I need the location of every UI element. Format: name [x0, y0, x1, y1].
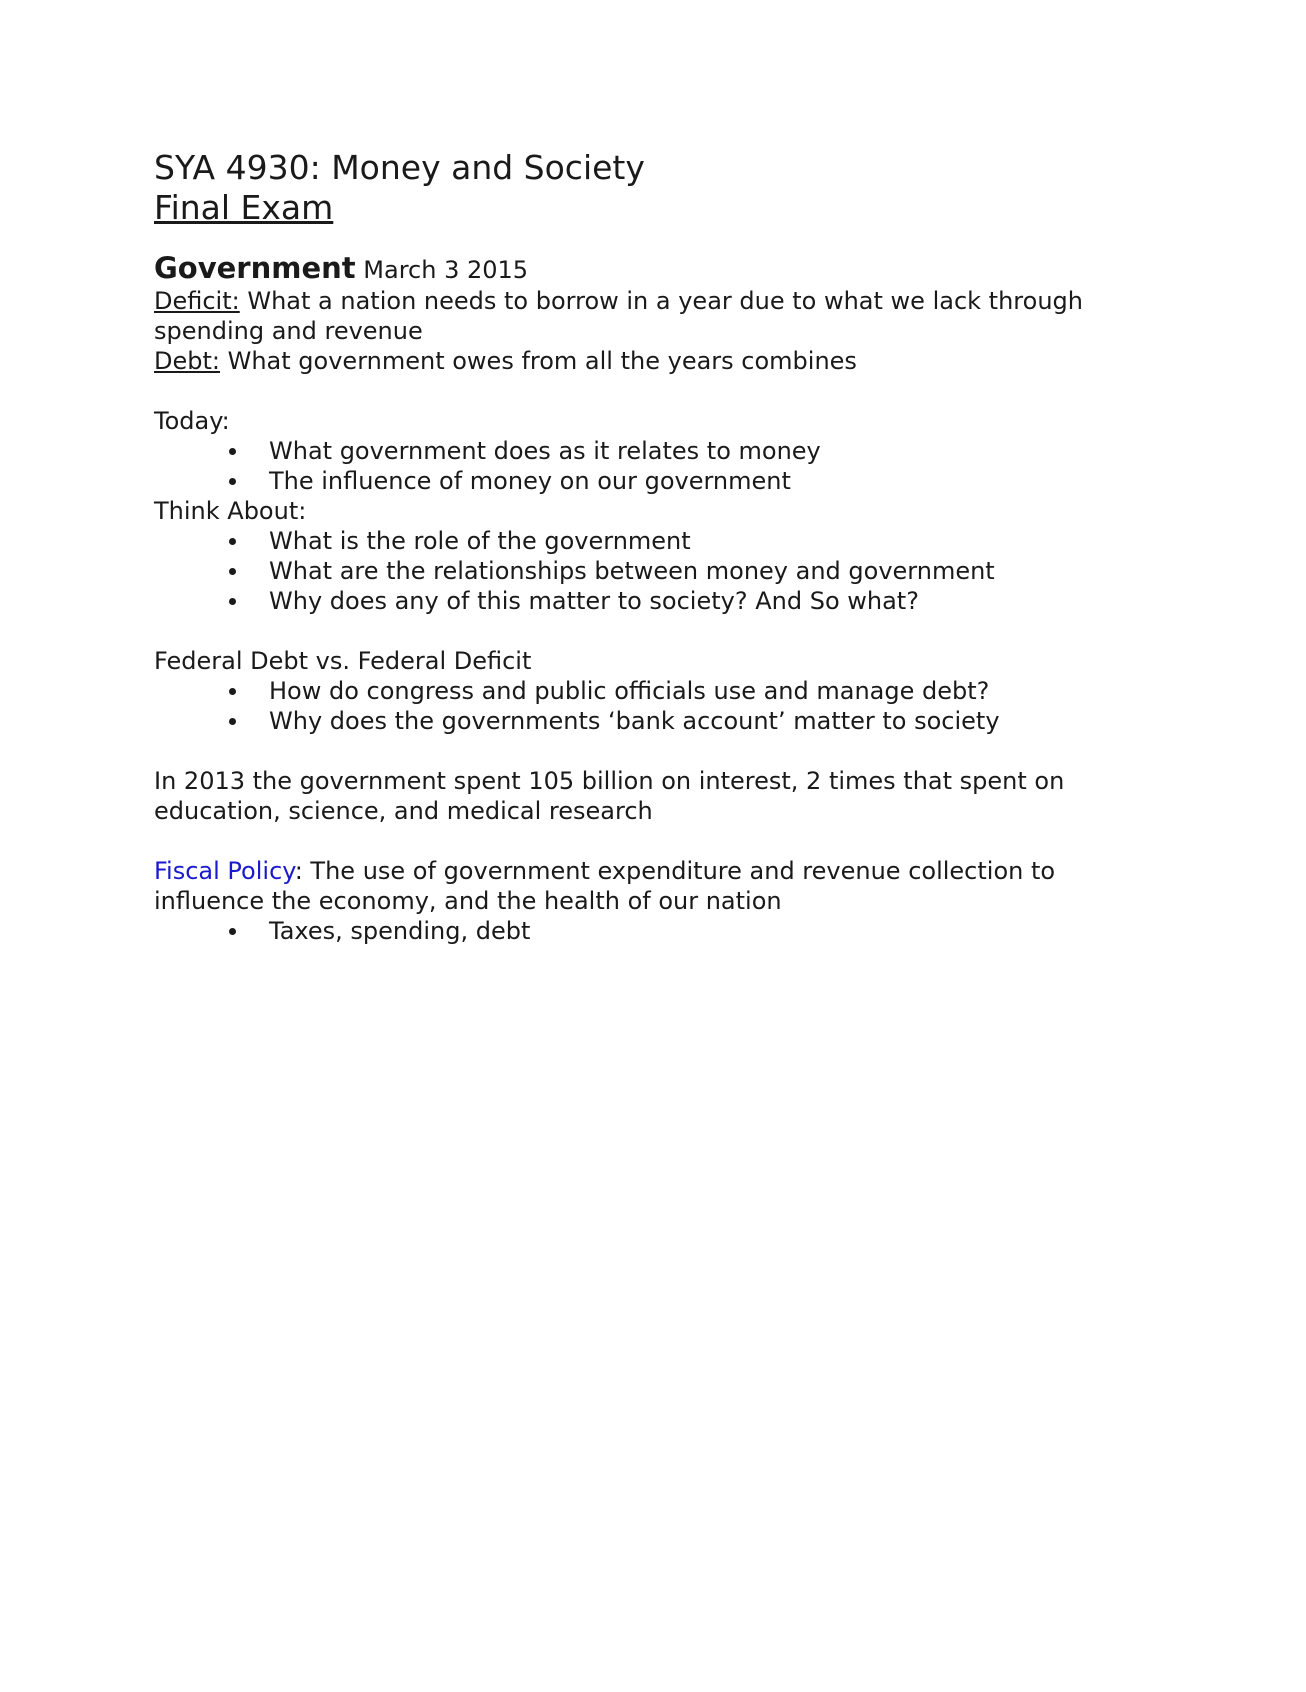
bullet-icon — [229, 538, 236, 545]
debt-definition — [154, 346, 1164, 376]
fiscal-policy-text: : The use of government expenditure and revenue collection to influence the economy, and the health of our nation — [154, 857, 1056, 915]
spacer — [154, 736, 1164, 766]
interest-paragraph: In 2013 the government spent 105 billion on interest, 2 times that spent on education, science, and medical research — [154, 767, 1065, 825]
list-item-text: The influence of money on our government — [269, 467, 791, 495]
list-item-text: What is the role of the government — [269, 527, 691, 555]
list-item — [229, 526, 1164, 556]
bullet-icon — [229, 928, 236, 935]
debt-term: Debt: — [154, 347, 220, 375]
deficit-definition — [154, 286, 1164, 346]
exam-title: Final Exam — [154, 188, 334, 227]
list-item-text: Why does any of this matter to society? And So what? — [269, 587, 919, 615]
deficit-term: Deficit: — [154, 287, 240, 315]
list-item — [229, 466, 1164, 496]
bullet-icon — [229, 718, 236, 725]
course-title: SYA 4930: Money and Society — [154, 148, 645, 187]
section-heading — [154, 252, 1164, 286]
bullet-icon — [229, 598, 236, 605]
federal-heading: Federal Debt vs. Federal Deficit — [154, 647, 532, 675]
fiscal-policy-list — [154, 916, 1164, 946]
list-item-text: Why does the governments ‘bank account’ matter to society — [269, 707, 1000, 735]
federal-list — [154, 676, 1164, 736]
think-about-heading: Think About: — [154, 497, 307, 525]
fiscal-policy-definition — [154, 856, 1164, 916]
list-item-text: What are the relationships between money and government — [269, 557, 995, 585]
list-item-text: What government does as it relates to money — [269, 437, 821, 465]
spacer — [154, 616, 1164, 646]
today-list — [154, 436, 1164, 496]
list-item-text: Taxes, spending, debt — [269, 917, 531, 945]
deficit-text: What a nation needs to borrow in a year due to what we lack through spending and revenue — [154, 287, 1083, 345]
bullet-icon — [229, 688, 236, 695]
list-item — [229, 436, 1164, 466]
list-item — [229, 916, 1164, 946]
spacer — [154, 826, 1164, 856]
list-item — [229, 586, 1164, 616]
debt-text: What government owes from all the years combines — [219, 347, 857, 375]
list-item — [229, 676, 1164, 706]
today-heading: Today: — [154, 407, 230, 435]
fiscal-policy-term: Fiscal Policy — [154, 857, 295, 885]
list-item-text: How do congress and public officials use and manage debt? — [269, 677, 990, 705]
list-item — [229, 706, 1164, 736]
section-title: Government — [154, 251, 356, 285]
bullet-icon — [229, 568, 236, 575]
bullet-icon — [229, 448, 236, 455]
list-item — [229, 556, 1164, 586]
document-page — [154, 148, 1164, 946]
section-date: March 3 2015 — [363, 256, 529, 284]
think-about-list — [154, 526, 1164, 616]
spacer — [154, 376, 1164, 406]
bullet-icon — [229, 478, 236, 485]
